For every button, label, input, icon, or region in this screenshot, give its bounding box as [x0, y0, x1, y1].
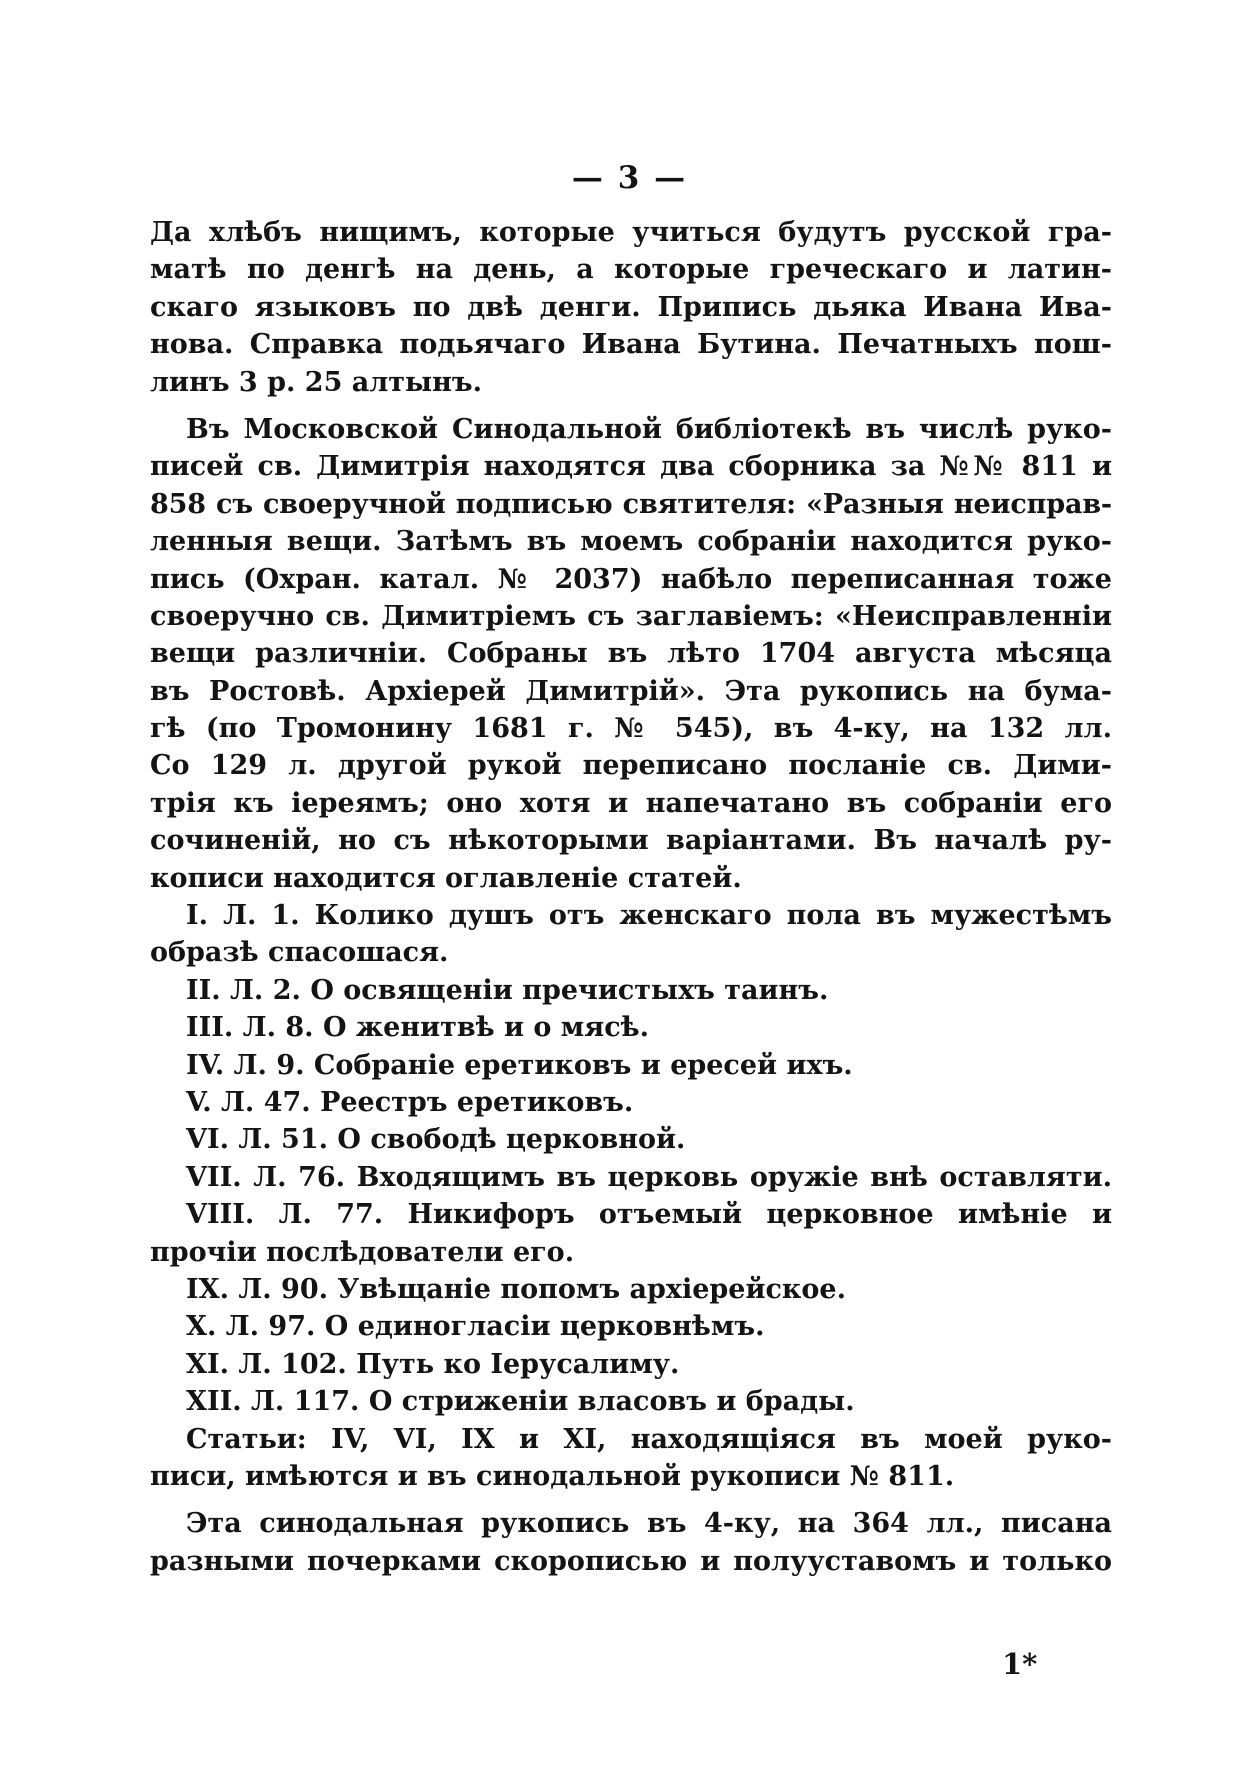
contents-list [150, 897, 1112, 1420]
text-line: III. Л. 8. О женитвѣ и о мясѣ. [186, 1012, 650, 1044]
text-line: нова. Справка подьячаго Ивана Бутина. Печатныхъ пош- [150, 329, 1112, 361]
text-line: вещи различніи. Собраны въ лѣто 1704 августа мѣсяца [150, 638, 1112, 670]
text-line: Да хлѣбъ нищимъ, которые учиться будутъ русской гра- [150, 217, 1112, 248]
text-line: XI. Л. 102. Путь ко Іерусалиму. [186, 1348, 680, 1380]
contents-entry [150, 1047, 1112, 1084]
text-line: скаго языковъ по двѣ денги. Припись дьяка Ивана Ива- [150, 291, 1112, 323]
text-line: II. Л. 2. О освященіи пречистыхъ таинъ. [186, 974, 829, 1006]
paragraph-1 [150, 214, 1112, 401]
text-line: кописи находится оглавленіе статей. [150, 862, 742, 894]
contents-entry [150, 972, 1112, 1009]
text-line: VIII. Л. 77. Никифоръ отъемый церковное имѣніе и [186, 1199, 1112, 1231]
text-line: V. Л. 47. Реестръ еретиковъ. [186, 1086, 634, 1118]
text-line: писей св. Димитрія находятся два сборника за №№ 811 и [150, 451, 1112, 483]
text-line: линъ 3 р. 25 алтынъ. [150, 366, 482, 398]
contents-entry [150, 897, 1112, 972]
text-line: IV. Л. 9. Собраніе еретиковъ и ересей ихъ. [186, 1049, 853, 1081]
contents-entry [150, 1308, 1112, 1345]
text-line: VII. Л. 76. Входящимъ въ церковь оружіе внѣ оставляти. [186, 1161, 1112, 1193]
contents-entry [150, 1271, 1112, 1308]
text-line: писи, имѣются и въ синодальной рукописи № 811. [150, 1460, 955, 1492]
contents-entry [150, 1346, 1112, 1383]
paragraph-4 [150, 1505, 1112, 1580]
contents-entry [150, 1196, 1112, 1271]
text-line: матѣ по денгѣ на день, а которые греческаго и латин- [150, 254, 1112, 286]
text-line: гѣ (по Тромонину 1681 г. № 545), въ 4-ку, на 132 лл. [150, 713, 1112, 745]
text-line: XII. Л. 117. О стриженіи власовъ и брады. [186, 1386, 855, 1418]
text-line: 858 съ своеручной подписью святителя: «Разныя неиспрaв- [150, 488, 1112, 520]
text-line: ленныя вещи. Затѣмъ въ моемъ собраніи находится руко- [150, 526, 1112, 558]
text-line: Статьи: IV, VI, IX и XI, находящіяся въ моей руко- [186, 1423, 1112, 1455]
contents-entry [150, 1084, 1112, 1121]
text-line: X. Л. 97. О единогласіи церковнѣмъ. [186, 1311, 765, 1343]
page-number: — 3 — [571, 160, 688, 196]
text-line: въ Ростовѣ. Архіерей Димитрій». Эта рукопись на бума- [150, 675, 1112, 707]
text-line: образѣ спасошася. [150, 937, 449, 969]
text-line: I. Л. 1. Колико душъ отъ женскаго пола въ мужестѣмъ [186, 900, 1112, 932]
text-line: сочиненій, но съ нѣкоторыми варіантами. Въ началѣ ру- [150, 825, 1112, 857]
body-text [150, 214, 1112, 1580]
text-line: Со 129 л. другой рукой переписано посланіе св. Дими- [150, 750, 1112, 782]
text-line: Въ Московской Синодальной библіотекѣ въ числѣ руко- [186, 413, 1112, 445]
paragraph-3 [150, 1421, 1112, 1496]
text-line: своеручно св. Димитріемъ съ заглавіемъ: «Неисправленніи [150, 600, 1112, 632]
contents-entry [150, 1009, 1112, 1046]
text-line: VI. Л. 51. О свободѣ церковной. [186, 1124, 686, 1156]
text-line: разными почерками скорописью и полууставомъ и только [150, 1545, 1112, 1577]
text-line: Эта синодальная рукопись въ 4-ку, на 364 лл., писана [186, 1508, 1112, 1540]
contents-entry [150, 1383, 1112, 1420]
paragraph-2 [150, 411, 1112, 897]
text-line: пись (Охран. катал. № 2037) набѣло переписанная тоже [150, 563, 1112, 595]
contents-entry [150, 1121, 1112, 1158]
contents-entry [150, 1159, 1112, 1196]
text-line: IX. Л. 90. Увѣщаніе попомъ архіерейское. [186, 1273, 847, 1305]
text-line: прочіи послѣдователи его. [150, 1236, 575, 1268]
printer-signature-mark: 1* [1002, 1647, 1038, 1681]
text-line: трія къ іереямъ; оно хотя и напечатано въ собраніи его [150, 787, 1112, 819]
